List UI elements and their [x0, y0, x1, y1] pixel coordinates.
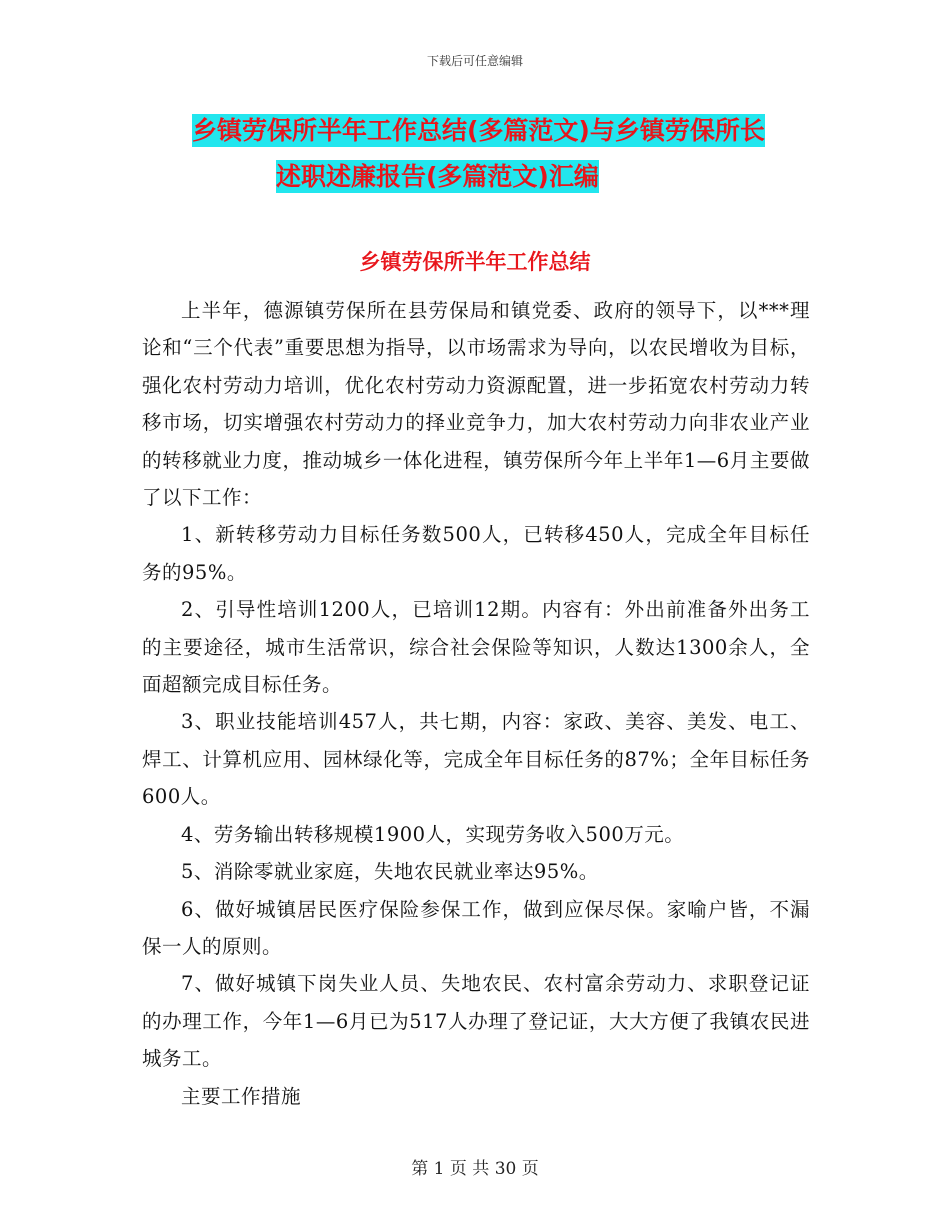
paragraph-item-7: 7、做好城镇下岗失业人员、失地农民、农村富余劳动力、求职登记证的办理工作，今年1—6月已为517人办理了登记证，大大方便了我镇农民进城务工。 — [142, 972, 810, 1071]
document-title — [140, 108, 820, 200]
document-title-text-1: 乡镇劳保所半年工作总结(多篇范文)与乡镇劳保所长 — [192, 116, 765, 145]
document-title-text-2: 述职述廉报告(多篇范文)汇编 — [276, 162, 599, 191]
paragraph-item-4: 4、劳务输出转移规模1900人，实现劳务收入500万元。 — [181, 822, 685, 846]
paragraph-item-1: 1、新转移劳动力目标任务数500人，已转移450人，完成全年目标任务的95%。 — [142, 523, 810, 584]
document-title-line-1 — [140, 108, 820, 154]
paragraph-item-3: 3、职业技能培训457人，共七期，内容：家政、美容、美发、电工、焊工、计算机应用、园林绿化等，完成全年目标任务的87%；全年目标任务600人。 — [142, 710, 810, 809]
paragraph-measures-heading: 主要工作措施 — [181, 1084, 302, 1108]
paragraph-intro: 上半年，德源镇劳保所在县劳保局和镇党委、政府的领导下，以***理论和“三个代表”重要思想为指导，以市场需求为导向，以农民增收为目标，强化农村劳动力培训，优化农村劳动力资源配置，进一步拓宽农村劳动力转移市场，切实增强农村劳动力的择业竞争力，加大农村劳动力向非农业产业的转移就业力度，推动城乡一体化进程，镇劳保所今年上半年1—6月主要做了以下工作： — [142, 299, 810, 510]
document-title-line-2 — [140, 154, 820, 200]
paragraph-item-2: 2、引导性培训1200人，已培训12期。内容有：外出前准备外出务工的主要途径，城市生活常识，综合社会保险等知识，人数达1300余人，全面超额完成目标任务。 — [142, 598, 810, 697]
document-body — [142, 292, 810, 1115]
page-header-note: 下载后可任意编辑 — [426, 54, 523, 68]
section-title: 乡镇劳保所半年工作总结 — [359, 250, 591, 274]
page-number: 第 1 页 共 30 页 — [411, 1159, 539, 1179]
paragraph-item-5: 5、消除零就业家庭，失地农民就业率达95%。 — [181, 860, 599, 884]
paragraph-item-6: 6、做好城镇居民医疗保险参保工作，做到应保尽保。家喻户皆，不漏保一人的原则。 — [142, 897, 810, 958]
